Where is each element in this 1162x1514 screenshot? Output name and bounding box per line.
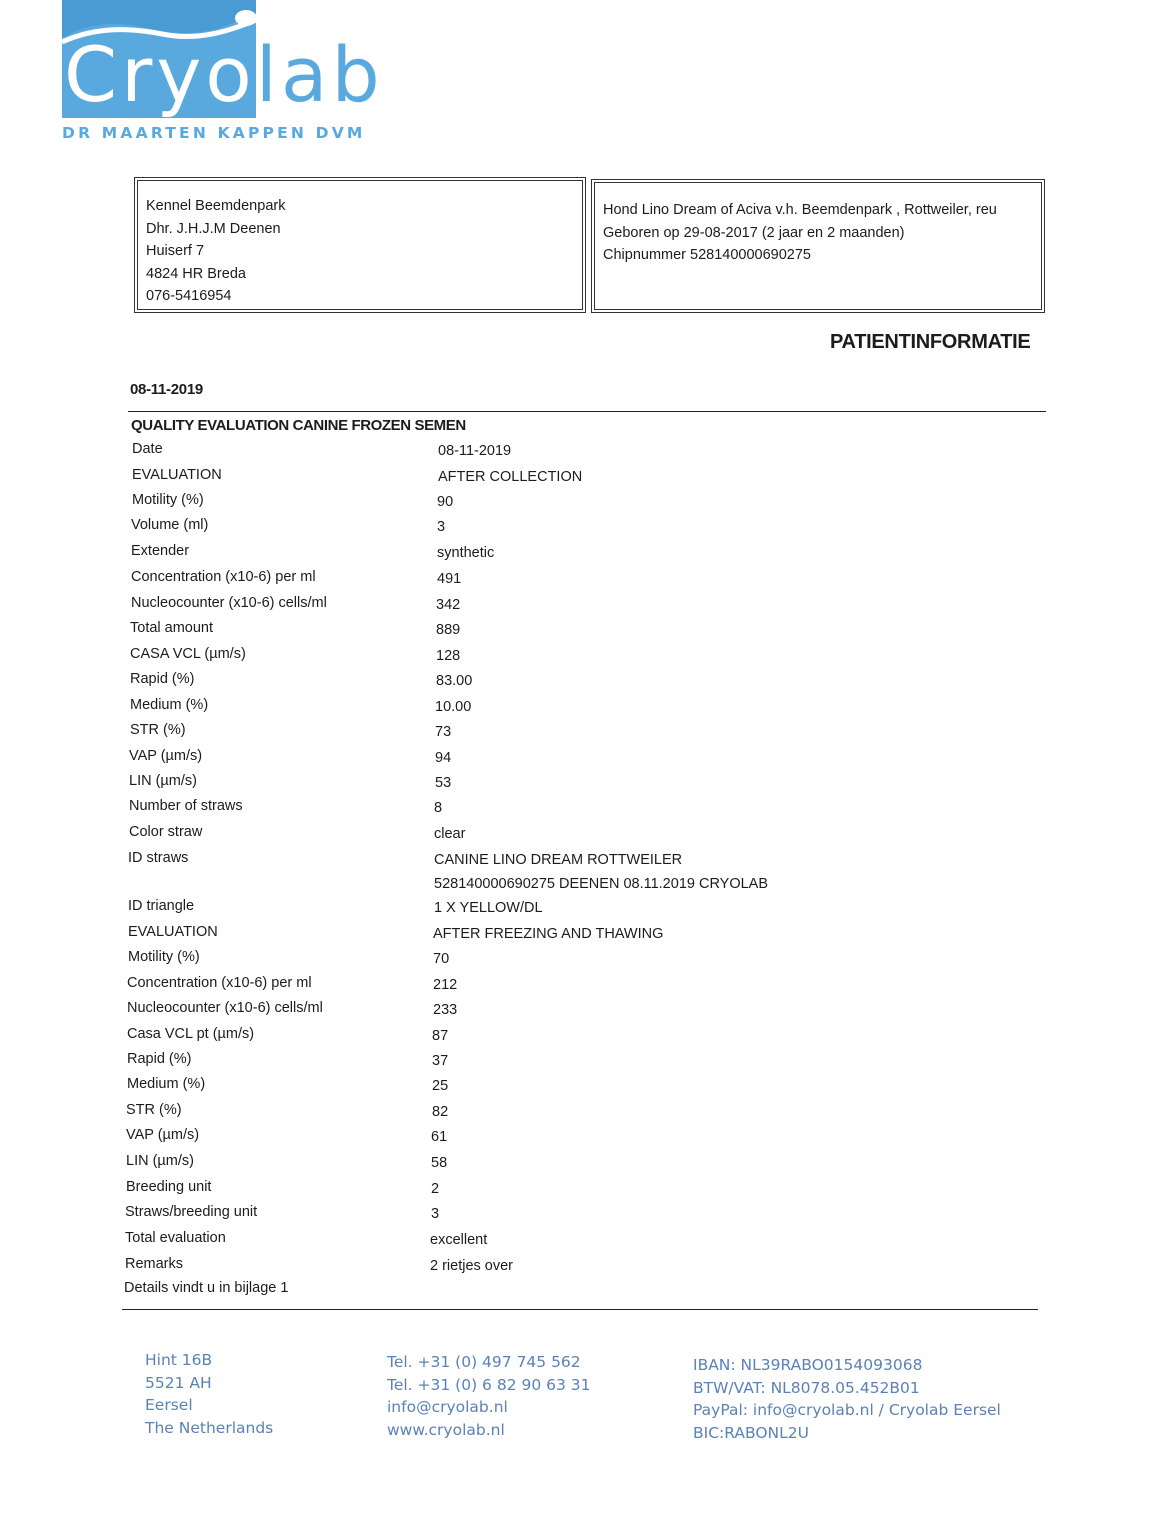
row-value: AFTER FREEZING AND THAWING (433, 926, 664, 942)
row-label: Medium (%) (127, 1076, 206, 1092)
row-label: STR (%) (130, 722, 186, 738)
row-value: 83.00 (436, 673, 473, 689)
row-value: 82 (432, 1104, 449, 1120)
row-label: Nucleocounter (x10-6) cells/ml (131, 595, 327, 611)
row-value: 53 (435, 775, 452, 791)
row-label: Rapid (%) (130, 671, 195, 687)
row-label: Total amount (130, 620, 214, 636)
row-value: 94 (435, 750, 452, 766)
row-label: Concentration (x10-6) per ml (131, 569, 316, 585)
row-label: Volume (ml) (131, 517, 209, 533)
row-label: VAP (µm/s) (129, 748, 203, 764)
row-value: 233 (433, 1002, 458, 1018)
footer-website-link[interactable]: www.cryolab.nl (387, 1420, 505, 1439)
row-label: Motility (%) (128, 949, 200, 965)
patient-box (594, 182, 1042, 310)
row-label: Number of straws (129, 798, 243, 814)
row-label: EVALUATION (132, 467, 222, 483)
logo-wordmark-lab: lab (255, 30, 384, 119)
row-value: excellent (430, 1232, 488, 1248)
row-label: Motility (%) (132, 492, 204, 508)
logo-tagline: DR MAARTEN KAPPEN DVM (62, 124, 366, 142)
row-value: CANINE LINO DREAM ROTTWEILER (434, 852, 683, 868)
row-label: LIN (µm/s) (129, 773, 197, 789)
logo-wordmark (64, 30, 384, 120)
row-label: ID triangle (128, 898, 195, 914)
owner-line: Huiserf 7 (146, 243, 205, 259)
section-title: QUALITY EVALUATION CANINE FROZEN SEMEN (131, 417, 466, 434)
row-value: 1 X YELLOW/DL (434, 900, 543, 916)
row-value: 342 (436, 597, 461, 613)
patient-line: Geboren op 29-08-2017 (2 jaar en 2 maanden) (603, 224, 905, 241)
row-value: synthetic (437, 545, 495, 561)
row-value: 25 (432, 1078, 449, 1094)
divider (128, 411, 1046, 412)
row-label: Nucleocounter (x10-6) cells/ml (127, 1000, 323, 1016)
owner-line: 076-5416954 (146, 288, 232, 304)
row-value: 3 (431, 1206, 440, 1222)
row-value: 212 (433, 977, 458, 993)
footer-bank (693, 1354, 1001, 1444)
divider (122, 1309, 1038, 1310)
footer-phone: Tel. +31 (0) 6 82 90 63 31 (387, 1375, 591, 1394)
footer-address (145, 1349, 273, 1439)
footer-paypal: PayPal: info@cryolab.nl / Cryolab Eersel (693, 1401, 1001, 1419)
row-label: Extender (131, 543, 190, 559)
row-value: 61 (431, 1129, 448, 1145)
cryolab-logo (62, 0, 392, 150)
footer-address-line: Hint 16B (145, 1351, 213, 1369)
owner-address-box (137, 180, 583, 310)
row-value: 3 (437, 519, 446, 535)
footer-address-line: 5521 AH (145, 1373, 212, 1392)
row-value: 90 (437, 494, 454, 510)
row-label: LIN (µm/s) (126, 1153, 194, 1169)
row-label: Color straw (129, 824, 203, 840)
footer-address-line: The Netherlands (145, 1418, 274, 1437)
patient-line: Hond Lino Dream of Aciva v.h. Beemdenpark , Rottweiler, reu (603, 202, 997, 218)
row-value: 889 (436, 622, 461, 638)
report-date: 08-11-2019 (130, 381, 203, 398)
footer-address-line: Eersel (145, 1396, 193, 1414)
row-label: STR (%) (126, 1102, 182, 1118)
details-note: Details vindt u in bijlage 1 (124, 1280, 289, 1296)
footer-email-link[interactable]: info@cryolab.nl (387, 1398, 508, 1416)
footer-phone: Tel. +31 (0) 497 745 562 (387, 1353, 581, 1371)
row-value: 2 rietjes over (430, 1258, 514, 1274)
row-value: AFTER COLLECTION (438, 469, 583, 485)
row-label: Total evaluation (125, 1230, 226, 1246)
row-value: clear (434, 826, 466, 842)
row-value: 58 (431, 1155, 448, 1171)
owner-line: 4824 HR Breda (146, 265, 246, 282)
row-label: Medium (%) (130, 697, 209, 713)
owner-line: Kennel Beemdenpark (146, 198, 286, 214)
row-label: EVALUATION (128, 924, 218, 940)
row-value: 2 (431, 1181, 440, 1197)
row-label: Breeding unit (126, 1179, 212, 1195)
row-value-continued: 528140000690275 DEENEN 08.11.2019 CRYOLAB (434, 876, 769, 892)
row-label: Date (132, 441, 163, 457)
row-label: Concentration (x10-6) per ml (127, 975, 312, 991)
footer-bic: BIC:RABONL2U (693, 1423, 809, 1442)
row-label: Casa VCL pt (µm/s) (127, 1026, 255, 1042)
logo-wordmark-cryo: Cryo (64, 30, 256, 119)
row-label: CASA VCL (µm/s) (130, 646, 246, 662)
page-title: PATIENTINFORMATIE (830, 331, 1031, 353)
row-value: 70 (433, 951, 450, 967)
row-label: Straws/breeding unit (125, 1204, 258, 1220)
row-value: 128 (436, 648, 461, 664)
row-value: 491 (437, 571, 462, 587)
row-value: 87 (432, 1028, 449, 1044)
footer-iban: IBAN: NL39RABO0154093068 (693, 1356, 923, 1374)
row-value: 08-11-2019 (438, 443, 512, 459)
footer-vat: BTW/VAT: NL8078.05.452B01 (693, 1378, 920, 1397)
row-label: Remarks (125, 1256, 184, 1272)
row-value: 8 (434, 800, 443, 816)
row-label: Rapid (%) (127, 1051, 192, 1067)
row-label: VAP (µm/s) (126, 1127, 200, 1143)
row-value: 37 (432, 1053, 449, 1069)
row-label: ID straws (128, 850, 189, 866)
owner-line: Dhr. J.H.J.M Deenen (146, 220, 281, 237)
footer-contact (387, 1351, 591, 1441)
patient-line: Chipnummer 528140000690275 (603, 247, 811, 263)
row-value: 10.00 (435, 699, 472, 715)
row-value: 73 (435, 724, 452, 740)
